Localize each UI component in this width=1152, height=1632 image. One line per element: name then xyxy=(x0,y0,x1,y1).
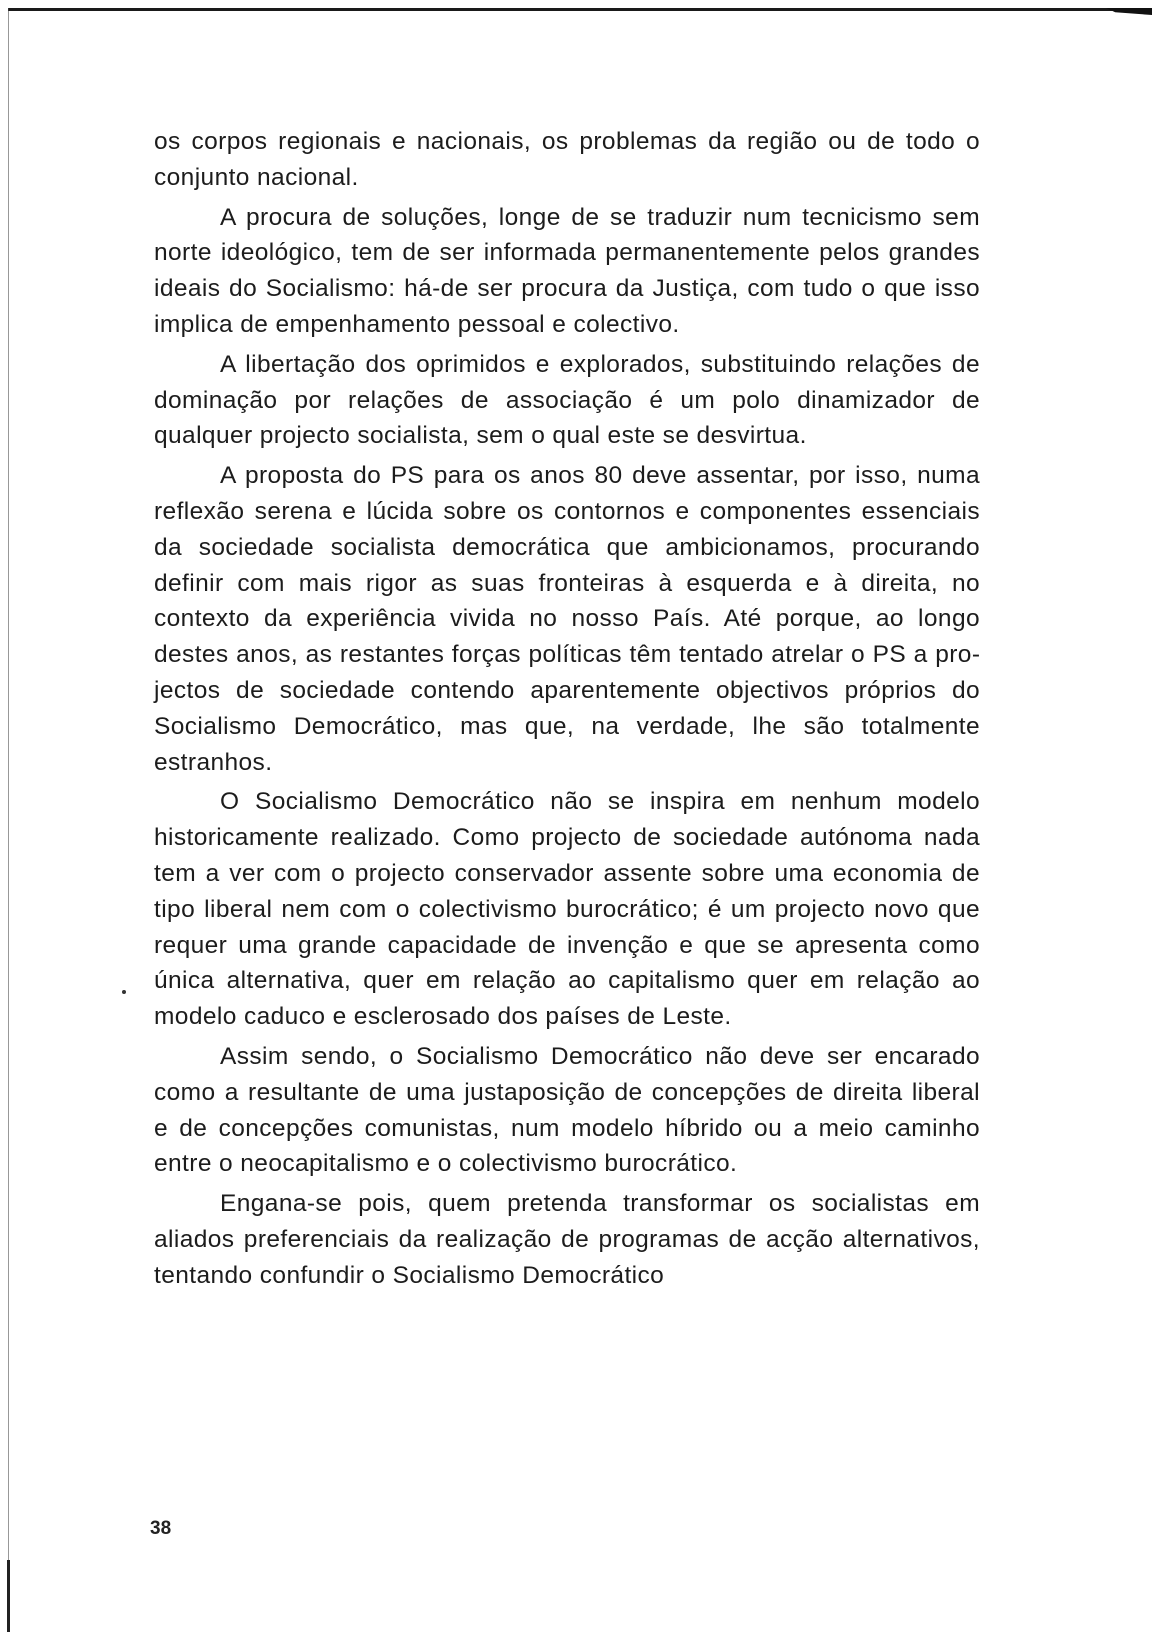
top-border-rule-end xyxy=(1106,8,1152,15)
page-number: 38 xyxy=(150,1518,172,1539)
paragraph: Engana-se pois, quem pretenda transformar os socialistas em aliados preferenciais da realização de programas de acção alternativos, tentando confundir o Socialismo Democrático xyxy=(154,1190,980,1289)
paragraph: A libertação dos oprimidos e explorados, substituindo relações de dominação por relações de associação é um polo dinamizador de qualquer projecto socialista, sem o qual este se desvirtua. xyxy=(154,350,980,450)
page-body-text xyxy=(154,124,980,1298)
margin-mark xyxy=(122,990,126,994)
paragraph: os corpos regionais e nacionais, os problemas da região ou de todo o conjunto nacional. xyxy=(154,128,980,191)
paragraph: O Socialismo Democrático não se inspira em nenhum modelo historicamente realizado. Como projecto de sociedade autónoma nada tem a ver com o projecto conservador assente sobre uma economia de tipo liberal nem com o colectivismo burocrático; é um projecto novo que requer uma grande capacidade de invenção e que se apresenta como única alternativa, quer em relação ao capitalismo quer em relação ao modelo caduco e esclerosado dos países de Leste. xyxy=(154,788,980,1031)
paragraph: Assim sendo, o Socialismo Democrático não deve ser encarado como a resultante de uma justaposição de concepções de direita liberal e de concepções comunistas, num modelo híbrido ou a meio caminho entre o neocapitalismo e o colectivismo burocrático. xyxy=(154,1042,980,1178)
left-scan-edge-bottom xyxy=(7,1560,10,1632)
top-border-rule xyxy=(8,8,1152,11)
paragraph: A proposta do PS para os anos 80 deve assentar, por isso, numa reflexão serena e lúcida sobre os contornos e componentes essenciais da sociedade socialista democrática que ambicionamos, procurando definir com mais rigor as suas fronteiras à esquerda e à direita, no contexto da experiência vivida no nosso País. Até porque, ao longo destes anos, as restantes forças políticas têm tentado atrelar o PS a projectos de sociedade contendo aparentemente objectivos próprios do Socialismo Democrático, mas que, na verdade, lhe são totalmente estranhos. xyxy=(154,462,980,776)
left-scan-edge xyxy=(8,8,9,1632)
paragraph: A procura de soluções, longe de se traduzir num tecnicismo sem norte ideológico, tem de ser informada permanentemente pelos grandes ideais do Socialismo: há-de ser procura da Justiça, com tudo o que isso implica de empenhamento pessoal e colectivo. xyxy=(154,203,980,338)
